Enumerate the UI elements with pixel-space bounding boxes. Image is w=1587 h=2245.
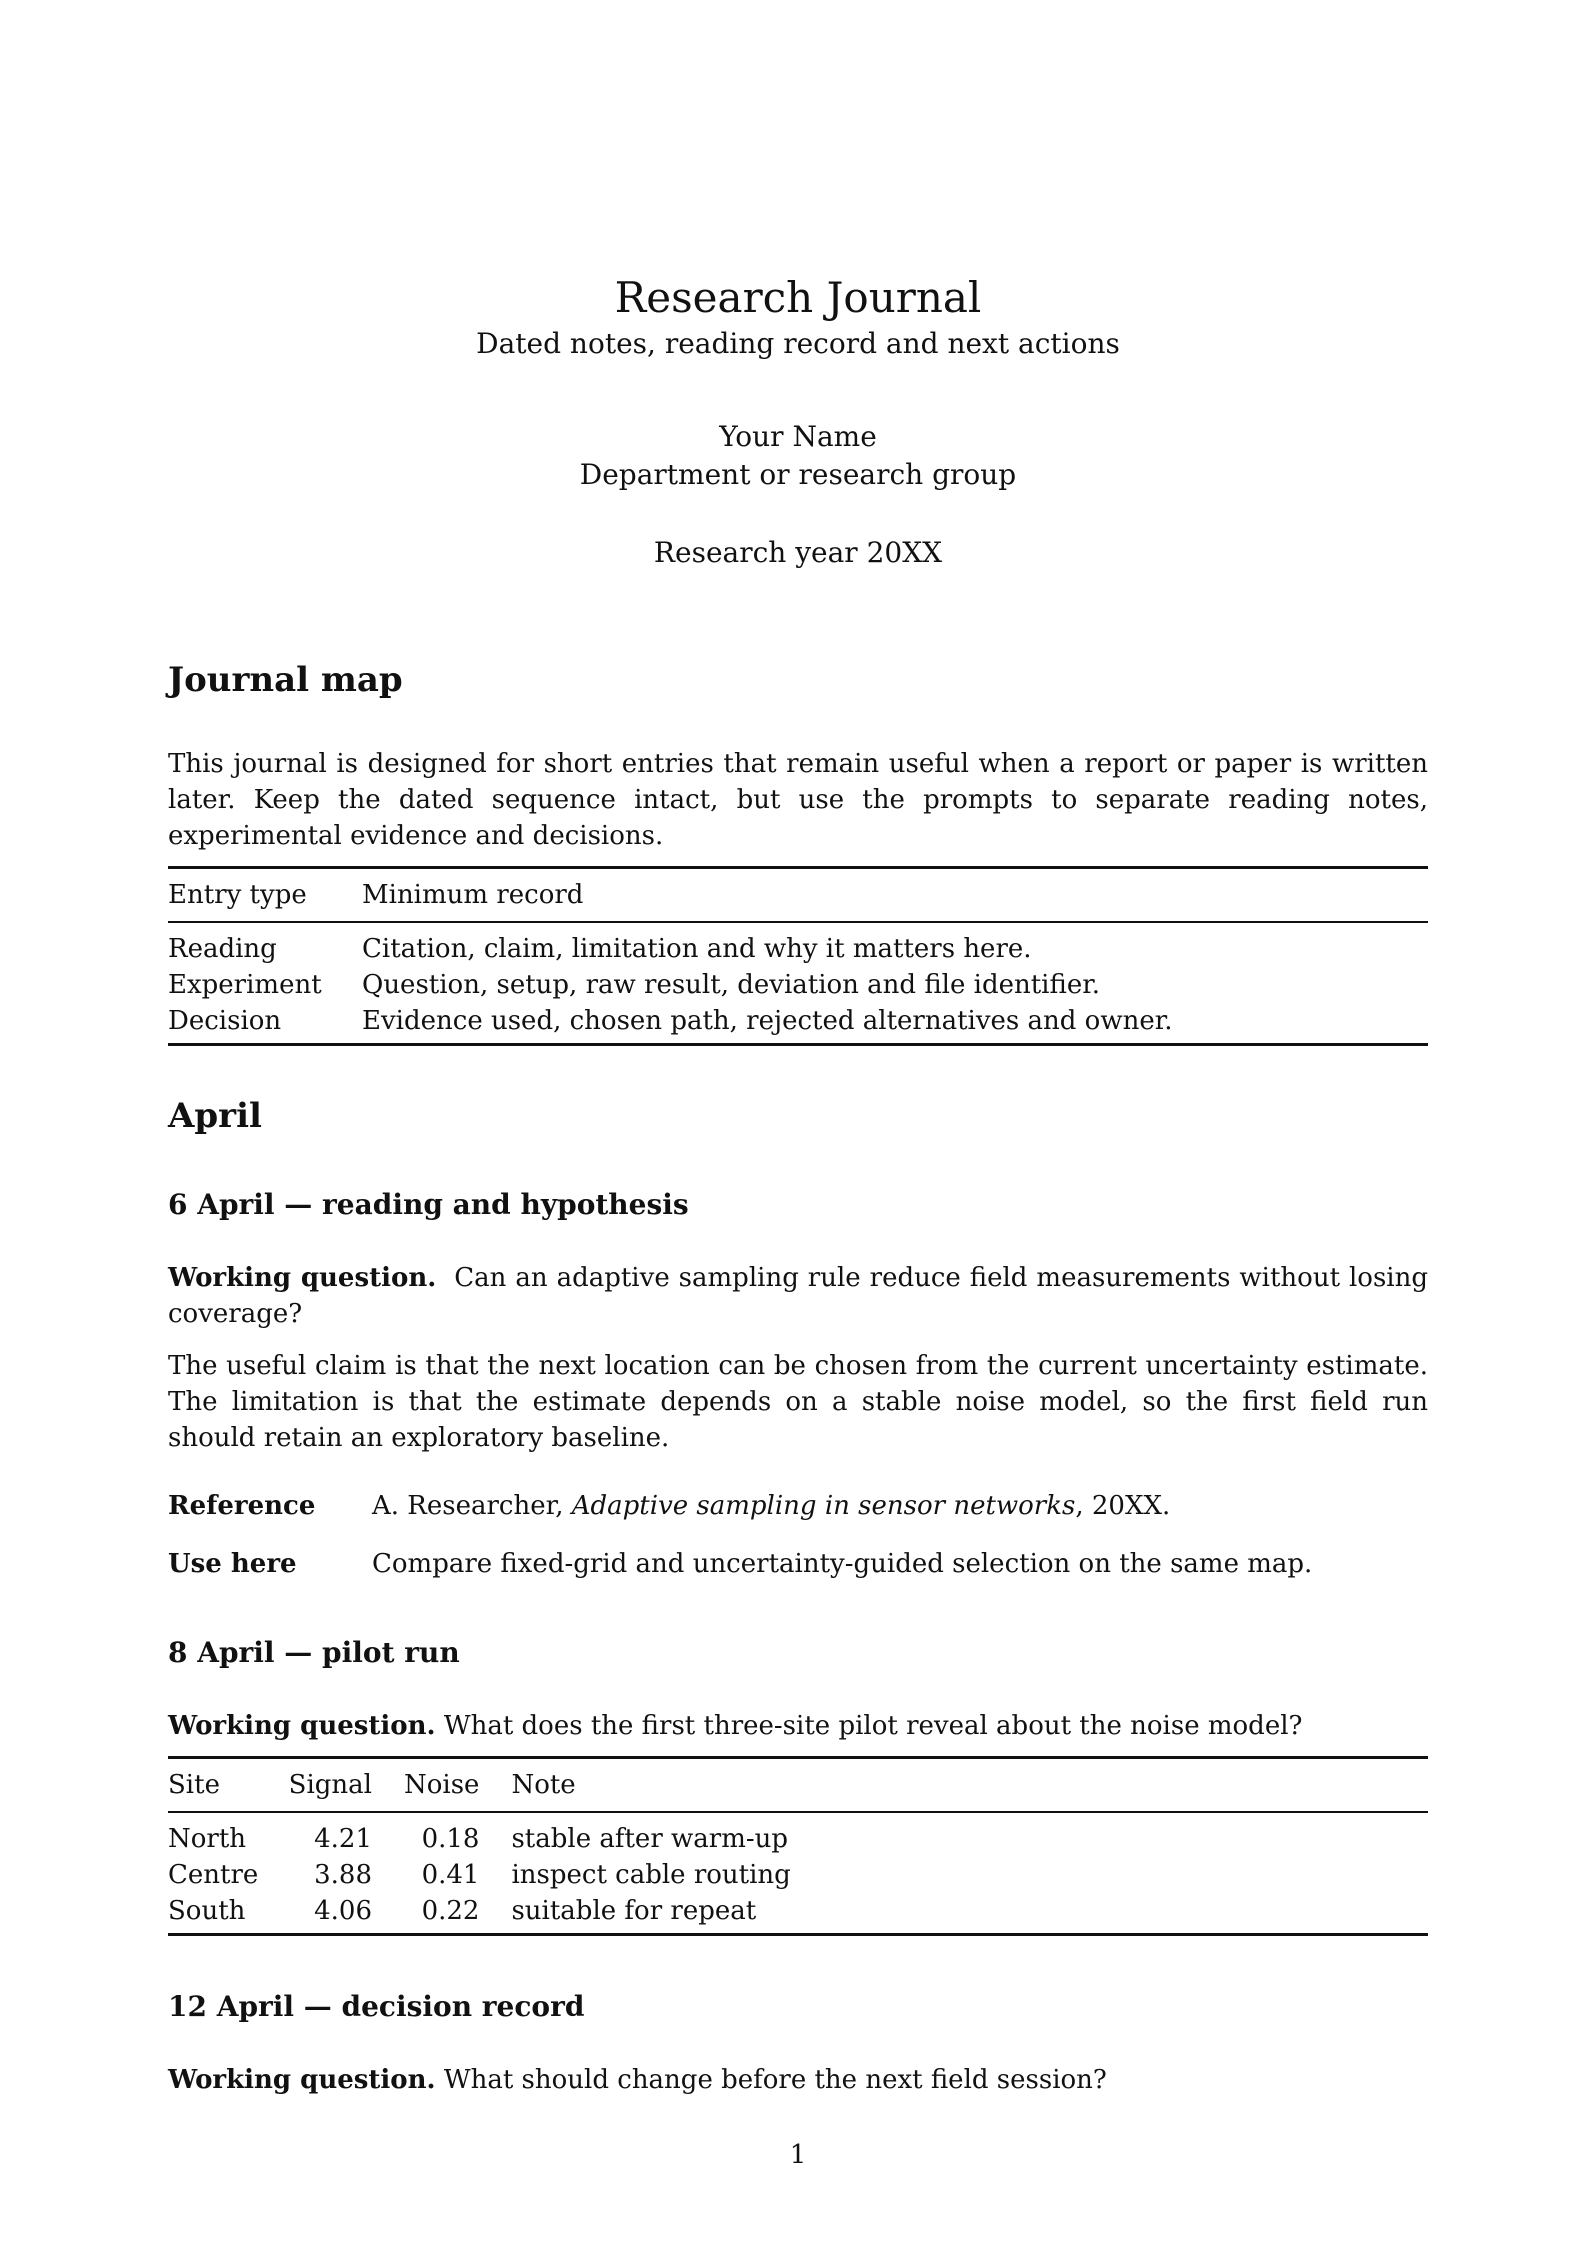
working-question [168, 1708, 1428, 1744]
use-here-label: Use here [168, 1549, 297, 1579]
table-row [168, 967, 1428, 1003]
table-cell: stable after warm-up [511, 1824, 789, 1854]
working-question-label: Working question. [168, 1263, 437, 1293]
table-header-cell: Noise [404, 1770, 480, 1800]
journal-map-intro: This journal is designed for short entries that remain useful when a report or paper is written later. Keep the dated sequence intact, but use the prompts to separate reading notes, experimental evidence and decisions. [168, 749, 1428, 851]
table-cell: 0.22 [421, 1896, 480, 1926]
table-row [168, 922, 1428, 967]
table-header-cell: Note [511, 1770, 576, 1800]
table-cell: 0.41 [421, 1860, 480, 1890]
document-title: Research Journal [614, 273, 982, 322]
table-cell: 4.06 [314, 1896, 372, 1926]
author-affiliation: Department or research group [579, 458, 1017, 491]
table-cell: Question, setup, raw result, deviation and file identifier. [362, 970, 1101, 1000]
table-cell: Centre [168, 1860, 259, 1890]
table-cell: Reading [168, 934, 277, 964]
working-question-label: Working question. [168, 2065, 436, 2095]
reference-label: Reference [168, 1491, 316, 1521]
table-cell: South [168, 1896, 246, 1926]
reference-year: , 20XX. [1075, 1491, 1171, 1521]
use-here-text: Compare fixed-grid and uncertainty-guided selection on the same map. [372, 1549, 1313, 1579]
table-cell: 4.21 [314, 1824, 372, 1854]
pilot-results-table [168, 1756, 1428, 1936]
page-number: 1 [789, 2140, 807, 2170]
author-block [168, 418, 1428, 494]
reference-citation [372, 1488, 1428, 1524]
table-header-row [168, 1758, 1428, 1813]
table-row [168, 1812, 1428, 1857]
table-row [168, 1893, 1428, 1935]
working-question-label: Working question. [168, 1711, 436, 1741]
table-cell: 0.18 [421, 1824, 480, 1854]
table-row [168, 1003, 1428, 1045]
entry-heading-12-april: 12 April — decision record [168, 1990, 585, 2023]
table-cell: 3.88 [314, 1860, 372, 1890]
reference-title: Adaptive sampling in sensor networks [571, 1491, 1076, 1521]
reference-author: A. Researcher, [372, 1491, 572, 1521]
table-cell: Citation, claim, limitation and why it matters here. [362, 934, 1032, 964]
table-row [168, 1857, 1428, 1893]
working-question [168, 2062, 1428, 2098]
reference-row [168, 1488, 1428, 1524]
table-cell: Decision [168, 1006, 282, 1036]
working-question-text: What should change before the next field session? [443, 2065, 1107, 2095]
working-question-text: Can an adaptive sampling rule reduce field measurements without losing coverage? [168, 1263, 1429, 1329]
use-here-row [168, 1546, 1428, 1582]
table-header-cell: Entry type [168, 880, 307, 910]
entry-type-table [168, 866, 1428, 1046]
table-cell: Experiment [168, 970, 322, 1000]
table-header-cell: Minimum record [362, 880, 584, 910]
working-question [168, 1260, 1428, 1332]
working-question-text: What does the first three-site pilot reveal about the noise model? [443, 1711, 1303, 1741]
reference-list [168, 1488, 1428, 1604]
section-heading-journal-map: Journal map [168, 660, 403, 700]
table-cell: inspect cable routing [511, 1860, 791, 1890]
table-header-cell: Signal [288, 1770, 372, 1800]
table-header-cell: Site [168, 1770, 220, 1800]
table-cell: North [168, 1824, 247, 1854]
document-subtitle: Dated notes, reading record and next actions [476, 327, 1120, 360]
table-cell: suitable for repeat [511, 1896, 757, 1926]
table-cell: Evidence used, chosen path, rejected alternatives and owner. [362, 1006, 1173, 1036]
entry-body: The useful claim is that the next location can be chosen from the current uncertainty estimate. The limitation is that the estimate depends on a stable noise model, so the first field run should retain an exploratory baseline. [168, 1351, 1428, 1453]
author-name: Your Name [719, 420, 877, 453]
section-heading-april: April [168, 1096, 262, 1136]
entry-heading-8-april: 8 April — pilot run [168, 1636, 460, 1669]
document-page [168, 0, 1429, 2170]
table-header-row [168, 868, 1428, 923]
document-date: Research year 20XX [653, 536, 943, 569]
entry-heading-6-april: 6 April — reading and hypothesis [168, 1188, 689, 1221]
